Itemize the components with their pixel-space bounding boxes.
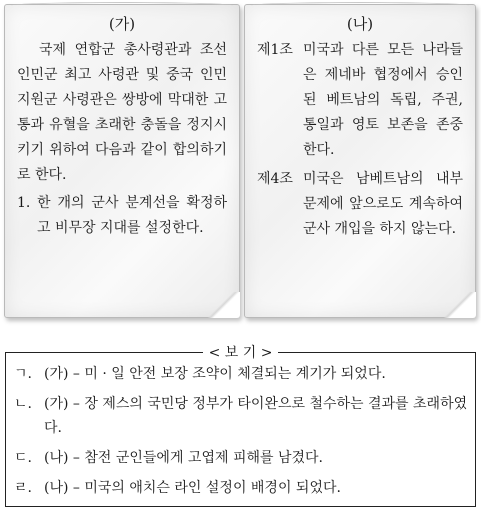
- choice-label: ㄱ.: [14, 366, 32, 382]
- article-number: 제1조: [257, 42, 293, 58]
- bogi-title: [0, 342, 481, 362]
- passage-na-paper: [244, 4, 476, 318]
- bogi-choice: [14, 362, 471, 386]
- article-number: 제4조: [257, 171, 293, 187]
- passage-na-label: (나): [346, 15, 374, 33]
- choice-text: (나) – 참전 군인들에게 고엽제 피해를 남겼다.: [44, 450, 323, 466]
- choice-text: (가) – 장 제스의 국민당 정부가 타이완으로 철수하는 결과를 초래하였다.: [44, 396, 468, 436]
- choice-text: (가) – 미 · 일 안전 보장 조약이 체결되는 계기가 되었다.: [44, 366, 386, 382]
- passage-ga-paper: [4, 4, 240, 318]
- bogi-title-text: < 보 기 >: [203, 345, 279, 361]
- article-text: 미국은 남베트남의 내부 문제에 앞으로도 계속하여 군사 개입을 하지 않는다.: [303, 171, 463, 237]
- passage-ga-item: [17, 191, 227, 241]
- passage-ga-label: (가): [108, 15, 136, 33]
- bogi-choice-list: [14, 362, 471, 506]
- choice-label: ㄹ.: [14, 480, 32, 496]
- choice-text: (나) – 미국의 애치슨 라인 설정이 배경이 되었다.: [44, 480, 341, 496]
- passage-ga-item-text: 한 개의 군사 분계선을 확정하고 비무장 지대를 설정한다.: [37, 195, 227, 236]
- article-text: 미국과 다른 모든 나라들은 제네바 협정에서 승인된 베트남의 독립, 주권, 통일과 영토 보존을 존중한다.: [303, 42, 463, 158]
- bogi-choice: [14, 392, 471, 440]
- bogi-choice: [14, 446, 471, 470]
- choice-label: ㄷ.: [14, 450, 32, 466]
- passage-na-article: [257, 167, 463, 242]
- choice-label: ㄴ.: [14, 396, 32, 412]
- passage-na-article: [257, 38, 463, 163]
- passage-ga-paragraph: 국제 연합군 총사령관과 조선 인민군 최고 사령관 및 중국 인민 지원군 사령관은 쌍방에 막대한 고통과 유혈을 초래한 충돌을 정지시키기 위하여 다음과 같이 합의하기로 한다.: [17, 42, 227, 183]
- bogi-choice: [14, 476, 471, 500]
- passage-ga-item-number: 1.: [17, 195, 31, 211]
